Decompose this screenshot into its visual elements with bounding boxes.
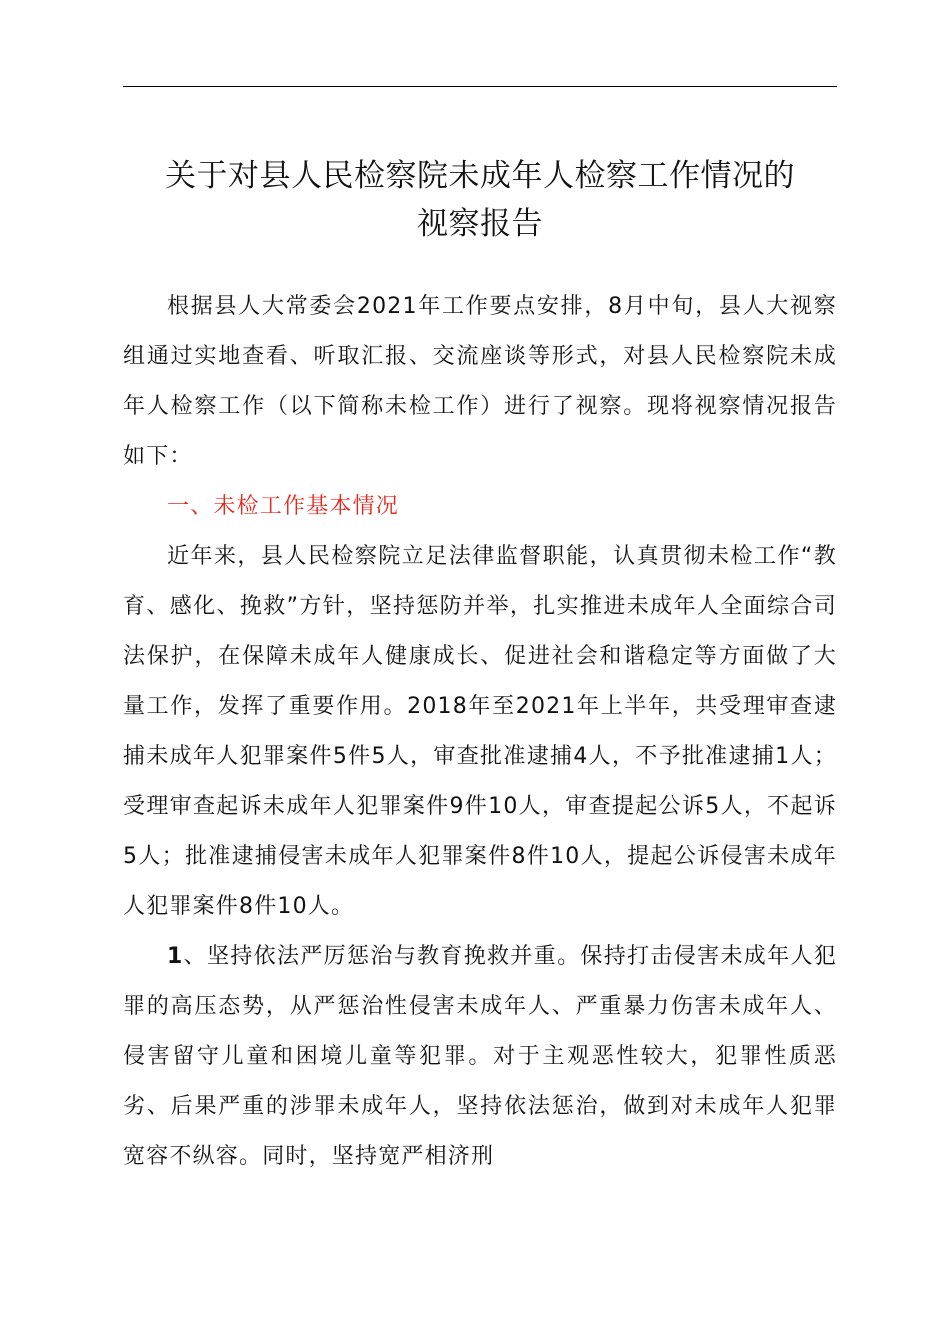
document-body bbox=[123, 282, 837, 1182]
section-heading-1: 一、未检工作基本情况 bbox=[167, 494, 400, 519]
header-rule bbox=[123, 86, 837, 87]
item-1-number: 1 bbox=[167, 944, 184, 969]
item-1-text: 、坚持依法严厉惩治与教育挽救并重。保持打击侵害未成年人犯罪的高压态势，从严惩治性侵害未成年人、严重暴力伤害未成年人、侵害留守儿童和困境儿童等犯罪。对于主观恶性较大，犯罪性质恶劣、后果严重的涉罪未成年人，坚持依法惩治，做到对未成年人犯罪宽容不纵容。同时，坚持宽严相济刑 bbox=[123, 944, 837, 1169]
title-line-1: 关于对县人民检察院未成年人检察工作情况的 bbox=[165, 158, 795, 194]
title-line-2: 视察报告 bbox=[417, 206, 543, 242]
item-1-paragraph bbox=[123, 932, 837, 1182]
section-1-paragraph: 近年来，县人民检察院立足法律监督职能，认真贯彻未检工作“教育、感化、挽救”方针，坚持惩防并举，扎实推进未成年人全面综合司法保护，在保障未成年人健康成长、促进社会和谐稳定等方面做了大量工作，发挥了重要作用。2018年至2021年上半年，共受理审查逮捕未成年人犯罪案件5件5人，审查批准逮捕4人，不予批准逮捕1人；受理审查起诉未成年人犯罪案件9件10人，审查提起公诉5人，不起诉5人；批准逮捕侵害未成年人犯罪案件8件10人，提起公诉侵害未成年人犯罪案件8件10人。 bbox=[123, 544, 837, 919]
intro-paragraph: 根据县人大常委会2021年工作要点安排，8月中旬，县人大视察组通过实地查看、听取汇报、交流座谈等形式，对县人民检察院未成年人检察工作（以下简称未检工作）进行了视察。现将视察情况报告如下： bbox=[123, 294, 837, 469]
document-title bbox=[100, 152, 860, 248]
